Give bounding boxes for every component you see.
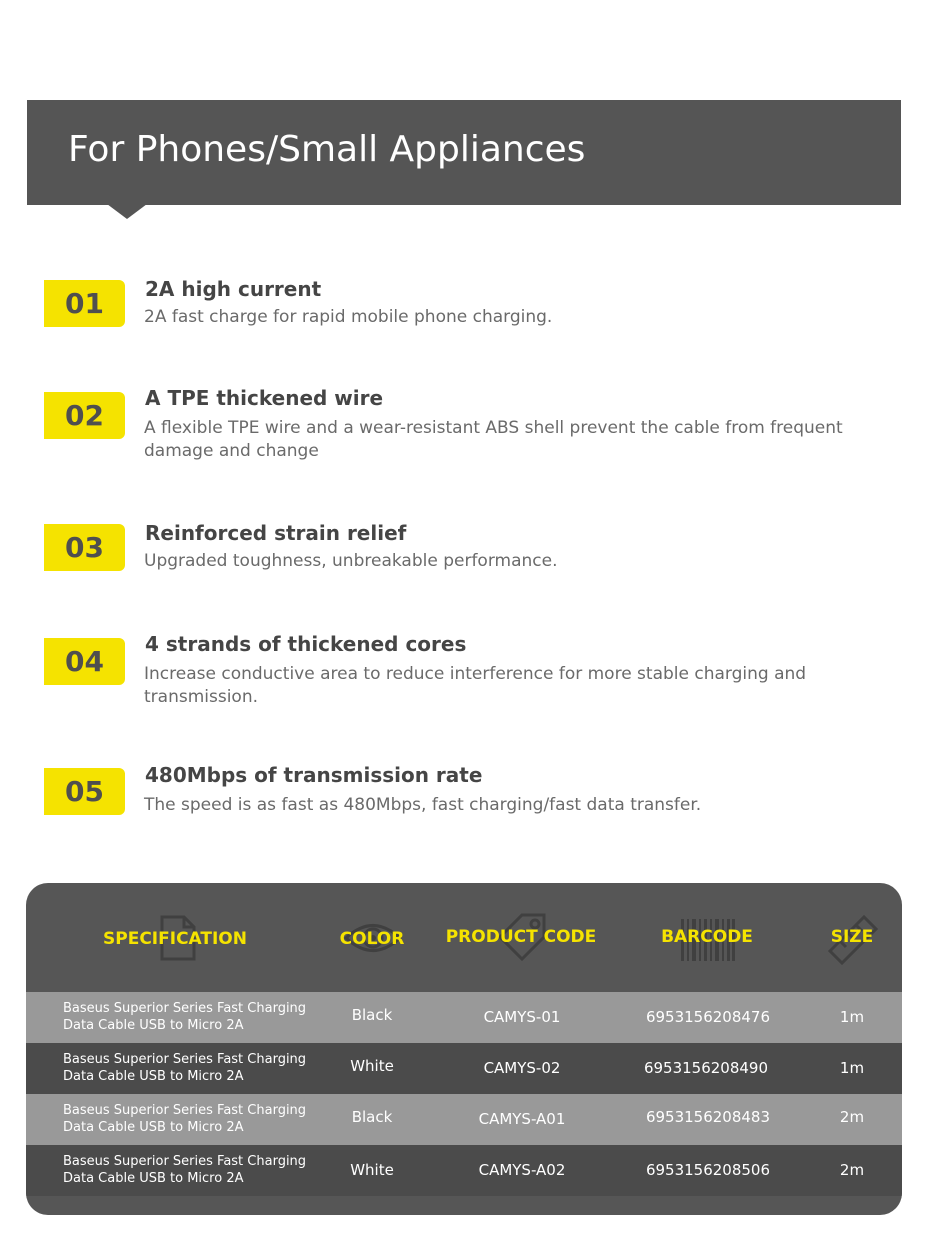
section-banner [27, 100, 901, 205]
cell-product-code: CAMYS-A01 [478, 1110, 566, 1128]
feature-title: 2A high current [145, 277, 322, 301]
spec-table-header [26, 883, 902, 992]
cell-color: White [350, 1057, 394, 1075]
column-header-product-code: PRODUCT CODE [445, 927, 597, 947]
column-header-specification: SPECIFICATION [103, 929, 247, 949]
cell-specification: Baseus Superior Series Fast Charging Data Cable USB to Micro 2A [63, 1001, 307, 1033]
column-header-barcode: BARCODE [661, 927, 753, 947]
cell-product-code: CAMYS-01 [483, 1008, 561, 1026]
table-row [26, 992, 902, 1043]
feature-description: Upgraded toughness, unbreakable performance. [144, 551, 558, 571]
cell-barcode: 6953156208506 [645, 1161, 771, 1179]
table-row [26, 1145, 902, 1196]
banner-title: For Phones/Small Appliances [68, 129, 586, 170]
cell-color: Black [351, 1006, 393, 1024]
cell-specification: Baseus Superior Series Fast Charging Data Cable USB to Micro 2A [63, 1052, 307, 1084]
feature-title: 480Mbps of transmission rate [145, 763, 483, 787]
cell-barcode: 6953156208490 [643, 1059, 769, 1077]
spec-table [26, 883, 902, 1215]
cell-specification: Baseus Superior Series Fast Charging Data Cable USB to Micro 2A [63, 1154, 307, 1186]
cell-size: 1m [839, 1008, 865, 1026]
feature-title: 4 strands of thickened cores [145, 632, 467, 656]
feature-title: Reinforced strain relief [145, 521, 407, 545]
cell-specification: Baseus Superior Series Fast Charging Data Cable USB to Micro 2A [63, 1103, 307, 1135]
cell-size: 1m [839, 1059, 865, 1077]
feature-number-badge: 05 [44, 768, 125, 815]
table-row [26, 1094, 902, 1145]
feature-title: A TPE thickened wire [145, 386, 384, 410]
cell-product-code: CAMYS-02 [483, 1059, 561, 1077]
feature-number-badge: 01 [44, 280, 125, 327]
cell-product-code: CAMYS-A02 [478, 1161, 566, 1179]
table-row [26, 1043, 902, 1094]
feature-number-badge: 02 [44, 392, 125, 439]
column-header-size: SIZE [830, 927, 874, 947]
feature-description: The speed is as fast as 480Mbps, fast charging/fast data transfer. [144, 795, 702, 815]
cell-barcode: 6953156208476 [645, 1008, 771, 1026]
cell-size: 2m [839, 1108, 865, 1126]
column-header-color: COLOR [339, 929, 405, 949]
cell-color: White [350, 1161, 394, 1179]
feature-number-badge: 04 [44, 638, 125, 685]
feature-description: A flexible TPE wire and a wear-resistant ABS shell prevent the cable from frequent damage and change [144, 418, 843, 461]
feature-number-badge: 03 [44, 524, 125, 571]
banner-pointer [107, 204, 147, 219]
feature-description: 2A fast charge for rapid mobile phone charging. [144, 307, 553, 327]
cell-color: Black [351, 1108, 393, 1126]
cell-size: 2m [839, 1161, 865, 1179]
cell-barcode: 6953156208483 [645, 1108, 771, 1126]
feature-description: Increase conductive area to reduce interference for more stable charging and transmission. [144, 664, 807, 707]
